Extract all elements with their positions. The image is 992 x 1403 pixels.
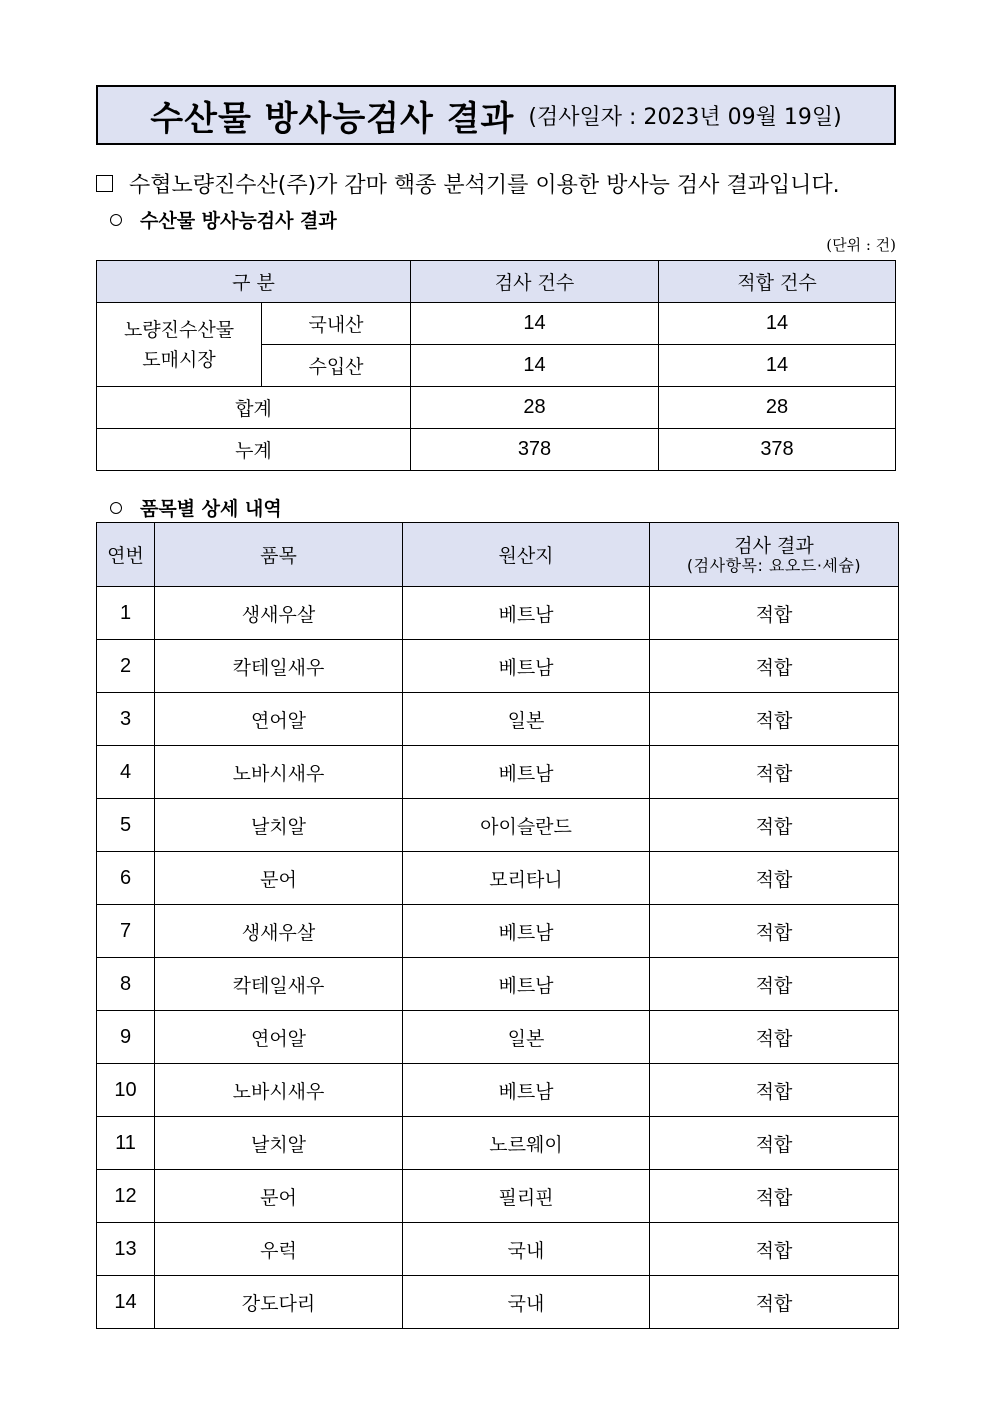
row-number: 4 [97, 746, 155, 799]
result-value: 적합 [650, 1170, 899, 1223]
header-item: 품목 [155, 523, 403, 587]
table-row [97, 1011, 899, 1064]
item-name: 칵테일새우 [155, 640, 403, 693]
result-value: 적합 [650, 693, 899, 746]
table-row [97, 1064, 899, 1117]
item-name: 생새우살 [155, 905, 403, 958]
result-value: 적합 [650, 1011, 899, 1064]
row-number: 6 [97, 852, 155, 905]
header-result [650, 523, 899, 587]
item-name: 생새우살 [155, 587, 403, 640]
result-value: 적합 [650, 1064, 899, 1117]
origin-name: 아이슬란드 [403, 799, 650, 852]
domestic-label: 국내산 [262, 303, 411, 345]
table-row [97, 387, 896, 429]
origin-name: 노르웨이 [403, 1117, 650, 1170]
details-heading-text: 품목별 상세 내역 [140, 498, 282, 520]
table-row [97, 1117, 899, 1170]
origin-name: 일본 [403, 1011, 650, 1064]
row-number: 8 [97, 958, 155, 1011]
header-result-main: 검사 결과 [734, 534, 814, 557]
table-row [97, 746, 899, 799]
market-name-cell [97, 303, 262, 387]
domestic-pass: 14 [659, 303, 896, 345]
row-number: 2 [97, 640, 155, 693]
result-value: 적합 [650, 852, 899, 905]
result-value: 적합 [650, 905, 899, 958]
market-name-line1: 노량진수산물 [123, 318, 235, 341]
origin-name: 베트남 [403, 746, 650, 799]
cumulative-pass: 378 [659, 429, 896, 471]
unit-note: (단위 : 건) [826, 236, 896, 254]
summary-header-pass: 적합 건수 [659, 261, 896, 303]
square-bullet-icon [96, 175, 113, 192]
details-table [96, 522, 899, 1329]
summary-heading [110, 206, 337, 233]
table-row [97, 905, 899, 958]
item-name: 우럭 [155, 1223, 403, 1276]
item-name: 문어 [155, 852, 403, 905]
table-row [97, 303, 896, 345]
details-heading [110, 494, 282, 521]
row-number: 10 [97, 1064, 155, 1117]
market-name-line2: 도매시장 [142, 348, 216, 371]
result-value: 적합 [650, 746, 899, 799]
item-name: 연어알 [155, 1011, 403, 1064]
summary-table [96, 260, 896, 471]
table-row [97, 1223, 899, 1276]
table-row [97, 587, 899, 640]
item-name: 칵테일새우 [155, 958, 403, 1011]
row-number: 5 [97, 799, 155, 852]
origin-name: 필리핀 [403, 1170, 650, 1223]
item-name: 노바시새우 [155, 746, 403, 799]
table-row [97, 799, 899, 852]
table-row [97, 852, 899, 905]
item-name: 날치알 [155, 1117, 403, 1170]
total-tests: 28 [411, 387, 659, 429]
domestic-tests: 14 [411, 303, 659, 345]
item-name: 노바시새우 [155, 1064, 403, 1117]
details-header-row [97, 523, 899, 587]
origin-name: 모리타니 [403, 852, 650, 905]
result-value: 적합 [650, 799, 899, 852]
header-result-sub: (검사항목: 요오드·세슘) [686, 555, 862, 575]
imported-label: 수입산 [262, 345, 411, 387]
imported-tests: 14 [411, 345, 659, 387]
result-value: 적합 [650, 587, 899, 640]
row-number: 13 [97, 1223, 155, 1276]
row-number: 3 [97, 693, 155, 746]
total-label: 합계 [97, 387, 411, 429]
title-box [96, 85, 896, 145]
item-name: 날치알 [155, 799, 403, 852]
summary-heading-text: 수산물 방사능검사 결과 [140, 210, 337, 232]
header-no: 연번 [97, 523, 155, 587]
summary-header-row [97, 261, 896, 303]
cumulative-tests: 378 [411, 429, 659, 471]
result-value: 적합 [650, 1117, 899, 1170]
circle-bullet-icon [110, 502, 122, 514]
result-value: 적합 [650, 640, 899, 693]
summary-header-category: 구 분 [97, 261, 411, 303]
result-value: 적합 [650, 958, 899, 1011]
table-row [97, 958, 899, 1011]
result-value: 적합 [650, 1276, 899, 1329]
origin-name: 베트남 [403, 905, 650, 958]
row-number: 1 [97, 587, 155, 640]
table-row [97, 429, 896, 471]
summary-header-tests: 검사 건수 [411, 261, 659, 303]
row-number: 14 [97, 1276, 155, 1329]
table-row [97, 640, 899, 693]
details-body [97, 587, 899, 1329]
origin-name: 베트남 [403, 1064, 650, 1117]
intro-text: 수협노량진수산(주)가 감마 핵종 분석기를 이용한 방사능 검사 결과입니다. [129, 173, 840, 198]
total-pass: 28 [659, 387, 896, 429]
row-number: 12 [97, 1170, 155, 1223]
origin-name: 베트남 [403, 587, 650, 640]
item-name: 연어알 [155, 693, 403, 746]
origin-name: 베트남 [403, 958, 650, 1011]
item-name: 강도다리 [155, 1276, 403, 1329]
origin-name: 국내 [403, 1223, 650, 1276]
cumulative-label: 누계 [97, 429, 411, 471]
item-name: 문어 [155, 1170, 403, 1223]
table-row [97, 1170, 899, 1223]
intro-line [96, 168, 840, 199]
header-origin: 원산지 [403, 523, 650, 587]
table-row [97, 1276, 899, 1329]
circle-bullet-icon [110, 214, 122, 226]
row-number: 9 [97, 1011, 155, 1064]
page-title: 수산물 방사능검사 결과 [150, 98, 515, 139]
result-value: 적합 [650, 1223, 899, 1276]
row-number: 7 [97, 905, 155, 958]
inspection-date: (검사일자 : 2023년 09월 19일) [528, 104, 842, 130]
imported-pass: 14 [659, 345, 896, 387]
row-number: 11 [97, 1117, 155, 1170]
table-row [97, 693, 899, 746]
origin-name: 베트남 [403, 640, 650, 693]
origin-name: 국내 [403, 1276, 650, 1329]
origin-name: 일본 [403, 693, 650, 746]
